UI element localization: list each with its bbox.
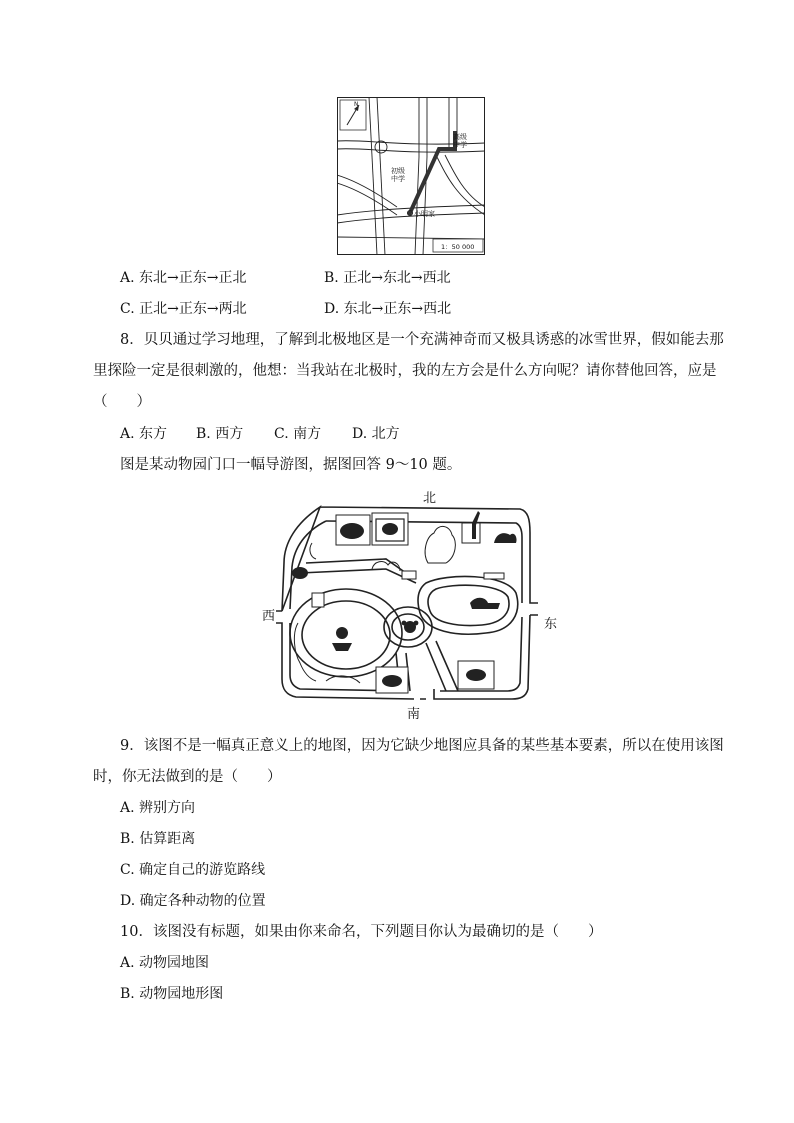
q7-option-c: C. 正北→正东→两北 bbox=[120, 301, 247, 317]
q7-option-d: D. 东北→正东→西北 bbox=[324, 301, 452, 317]
zoo-map bbox=[276, 503, 538, 703]
q8-option-b: B. 西方 bbox=[196, 426, 244, 442]
q9-option-d: D. 确定各种动物的位置 bbox=[120, 893, 266, 909]
zoo-east-label: 东 bbox=[544, 617, 558, 632]
zoo-map-figure bbox=[276, 503, 538, 703]
scale-label: 1：50 000 bbox=[441, 243, 475, 251]
zoo-south-label: 南 bbox=[407, 707, 421, 722]
q8-line-2: 里探险一定是很刺激的，他想：当我站在北极时，我的左方会是什么方向呢？请你替他回答，应是 bbox=[93, 363, 717, 379]
street-map-figure bbox=[337, 97, 485, 255]
q8-answer-paren: （ ） bbox=[93, 394, 151, 410]
q8-option-a: A. 东方 bbox=[120, 426, 168, 442]
middle-school-label: 初级 中学 bbox=[391, 167, 405, 183]
q8-option-d: D. 北方 bbox=[352, 426, 400, 442]
zoo-north-label: 北 bbox=[423, 491, 437, 506]
q8-line-1: 8．贝贝通过学习地理，了解到北极地区是一个充满神奇而又极具诱惑的冰雪世界，假如能去那 bbox=[120, 332, 724, 348]
q10-option-b: B. 动物园地形图 bbox=[120, 986, 224, 1002]
north-label: N bbox=[354, 101, 359, 108]
home-label: 小明家 bbox=[407, 209, 435, 219]
street-map bbox=[337, 97, 485, 255]
home-marker-icon bbox=[407, 210, 413, 216]
q9-option-a: A. 辨别方向 bbox=[120, 800, 196, 816]
q10-line-1: 10．该图没有标题，如果由你来命名，下列题目你认为最确切的是（ ） bbox=[120, 924, 603, 940]
q7-option-b: B. 正北→东北→西北 bbox=[324, 270, 451, 286]
q8-option-c: C. 南方 bbox=[274, 426, 322, 442]
q10-option-a: A. 动物园地图 bbox=[120, 955, 210, 971]
zoo-west-label: 西 bbox=[262, 609, 276, 624]
zoo-intro: 图是某动物园门口一幅导游图，据图回答 9～10 题。 bbox=[120, 457, 462, 473]
high-school-label: 高级 中学 bbox=[453, 133, 467, 149]
q9-option-b: B. 估算距离 bbox=[120, 831, 196, 847]
q9-option-c: C. 确定自己的游览路线 bbox=[120, 862, 266, 878]
q9-line-2: 时，你无法做到的是（ ） bbox=[93, 769, 282, 785]
q7-option-a: A. 东北→正东→正北 bbox=[120, 270, 247, 286]
q9-line-1: 9．该图不是一幅真正意义上的地图，因为它缺少地图应具备的某些基本要素，所以在使用该图 bbox=[120, 738, 724, 754]
